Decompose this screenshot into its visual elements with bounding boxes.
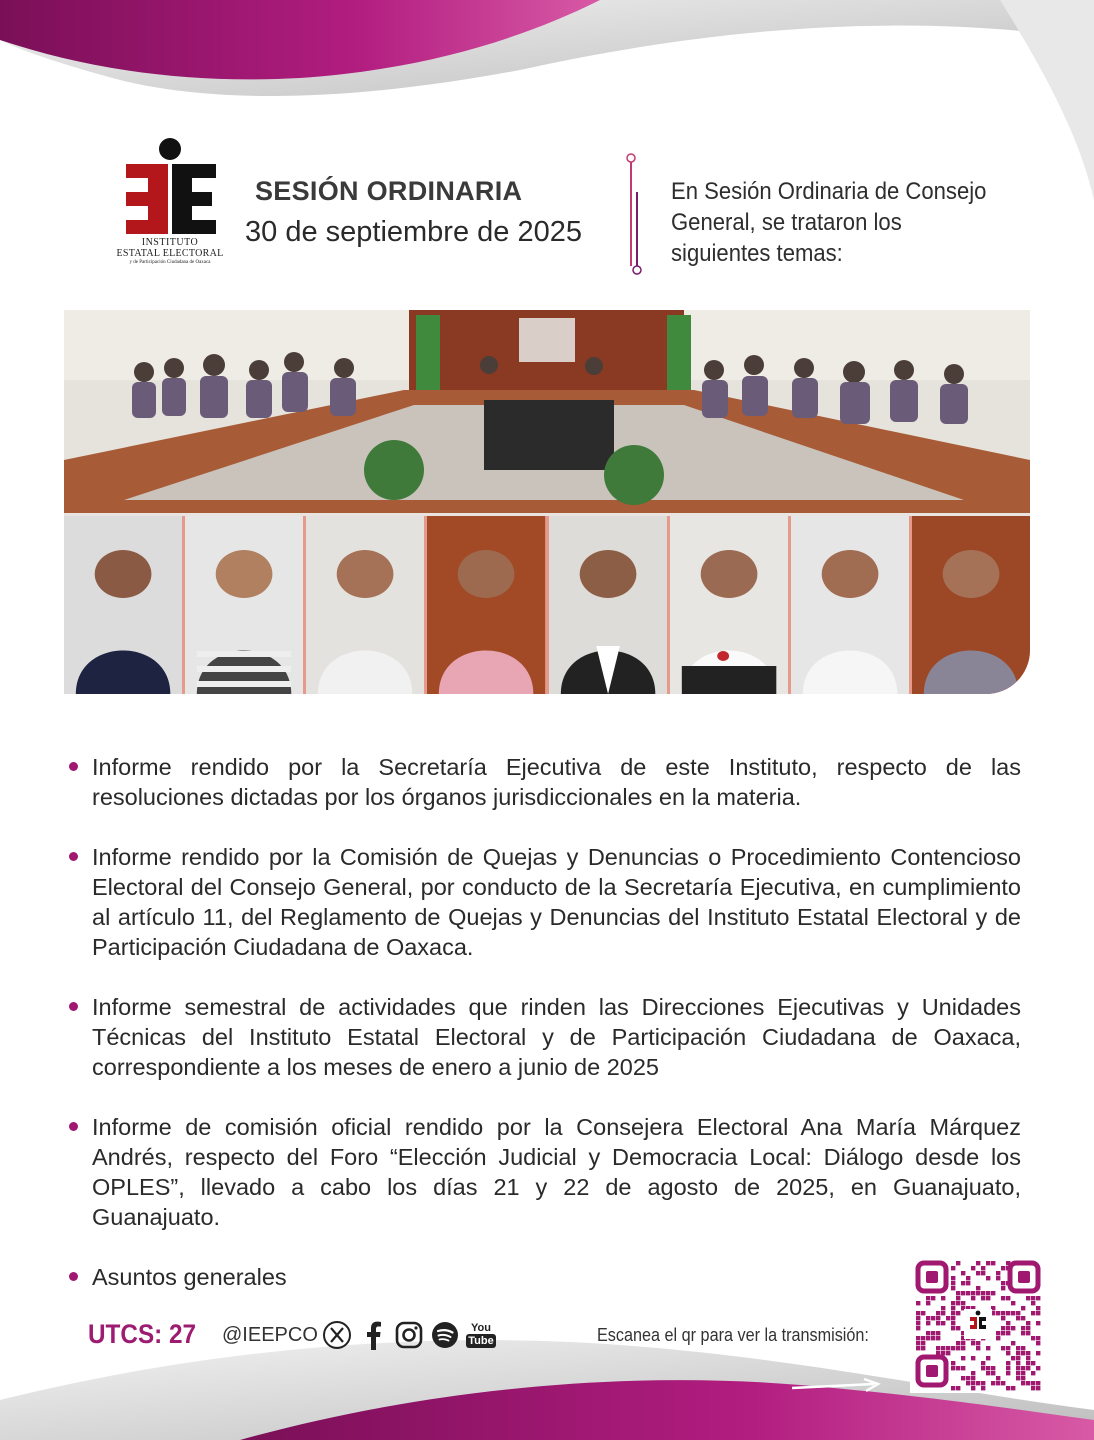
qr-module [1031, 1371, 1035, 1375]
qr-module [951, 1311, 955, 1315]
qr-module [1021, 1346, 1025, 1350]
qr-module [1016, 1351, 1020, 1355]
qr-module [1001, 1296, 1005, 1300]
qr-module [1021, 1376, 1025, 1380]
qr-module [1016, 1361, 1020, 1365]
spotify-icon[interactable] [430, 1320, 460, 1350]
qr-module [951, 1346, 955, 1350]
qr-module [986, 1356, 990, 1360]
qr-module [951, 1306, 955, 1310]
qr-module [1021, 1371, 1025, 1375]
qr-module [1016, 1366, 1020, 1370]
qr-module [981, 1291, 985, 1295]
qr-module [956, 1291, 960, 1295]
qr-module [956, 1296, 960, 1300]
session-room-photo [64, 310, 1030, 513]
qr-module [1026, 1361, 1030, 1365]
qr-module [936, 1311, 940, 1315]
qr-module [1021, 1306, 1025, 1310]
qr-module [1001, 1381, 1005, 1385]
thumbnail [912, 516, 1030, 694]
qr-module [916, 1301, 920, 1305]
qr-module [936, 1336, 940, 1340]
qr-module [956, 1326, 960, 1330]
qr-module [1036, 1341, 1040, 1345]
qr-module [961, 1346, 965, 1350]
qr-module [966, 1376, 970, 1380]
qr-module [1006, 1366, 1010, 1370]
qr-module [941, 1346, 945, 1350]
qr-module [1006, 1321, 1010, 1325]
qr-module [946, 1316, 950, 1320]
qr-module [1011, 1341, 1015, 1345]
qr-module [986, 1346, 990, 1350]
qr-module [951, 1276, 955, 1280]
qr-module [971, 1296, 975, 1300]
councilor-thumbnails [64, 516, 1030, 694]
youtube-tube: Tube [468, 1334, 494, 1347]
qr-module [991, 1261, 995, 1265]
qr-module [1011, 1301, 1015, 1305]
topic-item: Asuntos generales [66, 1262, 1021, 1292]
utcs-label: UTCS: 27 [88, 1319, 197, 1349]
qr-module [1016, 1371, 1020, 1375]
qr-module [1016, 1316, 1020, 1320]
qr-module [926, 1321, 930, 1325]
divider-line [623, 152, 643, 276]
qr-module [956, 1301, 960, 1305]
qr-module [1036, 1366, 1040, 1370]
qr-module [1031, 1311, 1035, 1315]
qr-module [991, 1291, 995, 1295]
thumbnail [306, 516, 424, 694]
qr-module [936, 1321, 940, 1325]
qr-module [1016, 1311, 1020, 1315]
qr-module [951, 1366, 955, 1370]
qr-module [976, 1291, 980, 1295]
thumbnail [185, 516, 303, 694]
thumbnail [427, 516, 545, 694]
qr-module [916, 1316, 920, 1320]
qr-module [916, 1326, 920, 1330]
qr-module [1006, 1386, 1010, 1390]
qr-module [931, 1331, 935, 1335]
qr-module [1006, 1296, 1010, 1300]
qr-module [921, 1341, 925, 1345]
session-date: 30 de septiembre de 2025 [245, 216, 582, 248]
qr-module [1026, 1296, 1030, 1300]
qr-module [1036, 1351, 1040, 1355]
qr-module [1036, 1381, 1040, 1385]
qr-module [971, 1371, 975, 1375]
qr-module [986, 1291, 990, 1295]
qr-module [946, 1351, 950, 1355]
qr-module [996, 1336, 1000, 1340]
qr-module [921, 1311, 925, 1315]
arrow-right-icon [790, 1378, 882, 1394]
qr-module [926, 1296, 930, 1300]
topics-list [66, 752, 1021, 1322]
social-handle: @IEEPCO [222, 1324, 318, 1346]
qr-module [1006, 1351, 1010, 1355]
x-icon[interactable] [322, 1320, 352, 1350]
qr-module [961, 1356, 965, 1360]
scan-qr-text: Escanea el qr para ver la transmisión: [597, 1325, 869, 1345]
qr-module [1021, 1351, 1025, 1355]
qr-module [951, 1321, 955, 1325]
thumbnail [791, 516, 909, 694]
qr-module [1001, 1326, 1005, 1330]
qr-module [1036, 1336, 1040, 1340]
qr-module [1036, 1306, 1040, 1310]
qr-module [996, 1376, 1000, 1380]
qr-module [936, 1316, 940, 1320]
qr-module [966, 1381, 970, 1385]
qr-module [1031, 1296, 1035, 1300]
qr-module [1031, 1381, 1035, 1385]
qr-module [941, 1296, 945, 1300]
qr-module [961, 1376, 965, 1380]
qr-module [931, 1316, 935, 1320]
qr-module [1031, 1386, 1035, 1390]
qr-module [971, 1341, 975, 1345]
qr-module [1036, 1386, 1040, 1390]
qr-module [986, 1296, 990, 1300]
qr-module [1006, 1331, 1010, 1335]
qr-module [986, 1261, 990, 1265]
intro-text: En Sesión Ordinaria de Consejo General, se trataron los siguientes temas: [671, 178, 987, 267]
qr-module [956, 1386, 960, 1390]
logo-line-2: ESTATAL ELECTORAL [116, 248, 224, 259]
qr-module [956, 1346, 960, 1350]
qr-module [1036, 1311, 1040, 1315]
qr-module [981, 1271, 985, 1275]
qr-module [1016, 1376, 1020, 1380]
qr-module [981, 1296, 985, 1300]
qr-module [916, 1311, 920, 1315]
qr-module [1021, 1326, 1025, 1330]
qr-module [951, 1361, 955, 1365]
qr-module [996, 1276, 1000, 1280]
qr-module [1026, 1326, 1030, 1330]
qr-module [1021, 1331, 1025, 1335]
qr-module [956, 1261, 960, 1265]
qr-module [941, 1321, 945, 1325]
qr-module [1011, 1356, 1015, 1360]
transmission-qr-code[interactable] [910, 1255, 1046, 1393]
qr-module [926, 1301, 930, 1305]
qr-module [951, 1301, 955, 1305]
qr-module [1006, 1361, 1010, 1365]
qr-module [951, 1326, 955, 1330]
qr-module [1001, 1266, 1005, 1270]
qr-module [916, 1346, 920, 1350]
qr-module [971, 1386, 975, 1390]
qr-module [1001, 1331, 1005, 1335]
qr-module [951, 1286, 955, 1290]
qr-module [946, 1346, 950, 1350]
qr-module [956, 1341, 960, 1345]
qr-module [1021, 1316, 1025, 1320]
qr-module [976, 1261, 980, 1265]
qr-module [916, 1341, 920, 1345]
qr-module [931, 1296, 935, 1300]
qr-module [986, 1366, 990, 1370]
qr-module [981, 1386, 985, 1390]
qr-module [966, 1281, 970, 1285]
qr-module [991, 1381, 995, 1385]
qr-module [951, 1281, 955, 1285]
topic-item: Informe rendido por la Secretaría Ejecutiva de este Instituto, respecto de las resoluciones dictadas por los órganos jurisdiccionales en la materia. [66, 752, 1021, 812]
qr-module [981, 1266, 985, 1270]
qr-module [966, 1291, 970, 1295]
qr-module [936, 1346, 940, 1350]
qr-module [1011, 1311, 1015, 1315]
qr-module [996, 1331, 1000, 1335]
logo-text [112, 238, 228, 266]
logo-line-3: y de Participación Ciudadana de Oaxaca [129, 260, 211, 265]
qr-module [1006, 1311, 1010, 1315]
session-photos [64, 310, 1030, 694]
qr-module [976, 1271, 980, 1275]
qr-module [1006, 1371, 1010, 1375]
qr-module [916, 1321, 920, 1325]
qr-module [996, 1381, 1000, 1385]
qr-module [1016, 1356, 1020, 1360]
qr-module [926, 1331, 930, 1335]
topic-item: Informe de comisión oficial rendido por la Consejera Electoral Ana María Márquez Andrés, respecto del Foro “Elección Judicial y Democracia Local: Diálogo desde los OPLES”, llevado a cabo los días 21 y 22 de agosto de 2025, en Guanajuato, Guanajuato. [66, 1112, 1021, 1232]
qr-module [981, 1361, 985, 1365]
qr-module [976, 1286, 980, 1290]
facebook-icon[interactable] [358, 1320, 388, 1350]
qr-module [1001, 1281, 1005, 1285]
qr-module [1031, 1361, 1035, 1365]
qr-module [961, 1281, 965, 1285]
qr-module [956, 1366, 960, 1370]
qr-module [941, 1311, 945, 1315]
qr-module [961, 1271, 965, 1275]
qr-module [1001, 1311, 1005, 1315]
youtube-you: You [471, 1321, 491, 1334]
qr-module [981, 1366, 985, 1370]
thumbnail [670, 516, 788, 694]
qr-module [1011, 1326, 1015, 1330]
qr-module [951, 1266, 955, 1270]
qr-module [991, 1366, 995, 1370]
qr-module [951, 1386, 955, 1390]
qr-module [951, 1316, 955, 1320]
qr-module [1021, 1366, 1025, 1370]
qr-module [1026, 1356, 1030, 1360]
qr-module [961, 1366, 965, 1370]
social-icons [322, 1320, 496, 1350]
qr-module [971, 1291, 975, 1295]
qr-module [956, 1311, 960, 1315]
qr-module [971, 1266, 975, 1270]
qr-module [1036, 1321, 1040, 1325]
qr-module [1036, 1296, 1040, 1300]
qr-module [1026, 1381, 1030, 1385]
qr-module [996, 1271, 1000, 1275]
qr-module [921, 1336, 925, 1340]
qr-module [1031, 1336, 1035, 1340]
qr-module [1031, 1301, 1035, 1305]
qr-module [976, 1381, 980, 1385]
qr-module [1001, 1316, 1005, 1320]
qr-module [961, 1291, 965, 1295]
qr-module [971, 1381, 975, 1385]
qr-module [1001, 1346, 1005, 1350]
qr-module [1026, 1321, 1030, 1325]
qr-module [971, 1376, 975, 1380]
youtube-icon[interactable] [466, 1320, 496, 1350]
qr-module [926, 1336, 930, 1340]
logo-line-1: INSTITUTO [141, 237, 199, 248]
qr-module [986, 1276, 990, 1280]
qr-module [1016, 1346, 1020, 1350]
qr-module [1026, 1366, 1030, 1370]
instagram-icon[interactable] [394, 1320, 424, 1350]
thumbnail [549, 516, 667, 694]
topic-item: Informe rendido por la Comisión de Quejas y Denuncias o Procedimiento Contencioso Electoral del Consejo General, por conducto de la Secretaría Ejecutiva, en cumplimiento al artículo 11, del Reglamento de Quejas y Denuncias del Instituto Estatal Electoral y de Participación Ciudadana de Oaxaca. [66, 842, 1021, 962]
qr-module [1001, 1286, 1005, 1290]
topic-item: Informe semestral de actividades que rinden las Direcciones Ejecutivas y Unidades Técnicas del Instituto Estatal Electoral y de Participación Ciudadana de Oaxaca, correspondiente a los meses de enero a junio de 2025 [66, 992, 1021, 1082]
qr-module [971, 1356, 975, 1360]
session-title: SESIÓN ORDINARIA [255, 176, 523, 206]
qr-module [1026, 1351, 1030, 1355]
qr-module [1006, 1346, 1010, 1350]
qr-module [921, 1346, 925, 1350]
qr-module [996, 1311, 1000, 1315]
qr-module [1021, 1381, 1025, 1385]
qr-module [931, 1336, 935, 1340]
qr-module [926, 1316, 930, 1320]
qr-module [981, 1381, 985, 1385]
qr-module [991, 1371, 995, 1375]
qr-module [966, 1276, 970, 1280]
qr-module [1006, 1326, 1010, 1330]
qr-module [961, 1341, 965, 1345]
qr-module [1011, 1386, 1015, 1390]
qr-module [986, 1371, 990, 1375]
qr-module [1026, 1331, 1030, 1335]
qr-module [941, 1306, 945, 1310]
qr-module [961, 1301, 965, 1305]
thumbnail [64, 516, 182, 694]
qr-module [936, 1331, 940, 1335]
qr-module [976, 1346, 980, 1350]
qr-module [976, 1341, 980, 1345]
qr-module [916, 1336, 920, 1340]
